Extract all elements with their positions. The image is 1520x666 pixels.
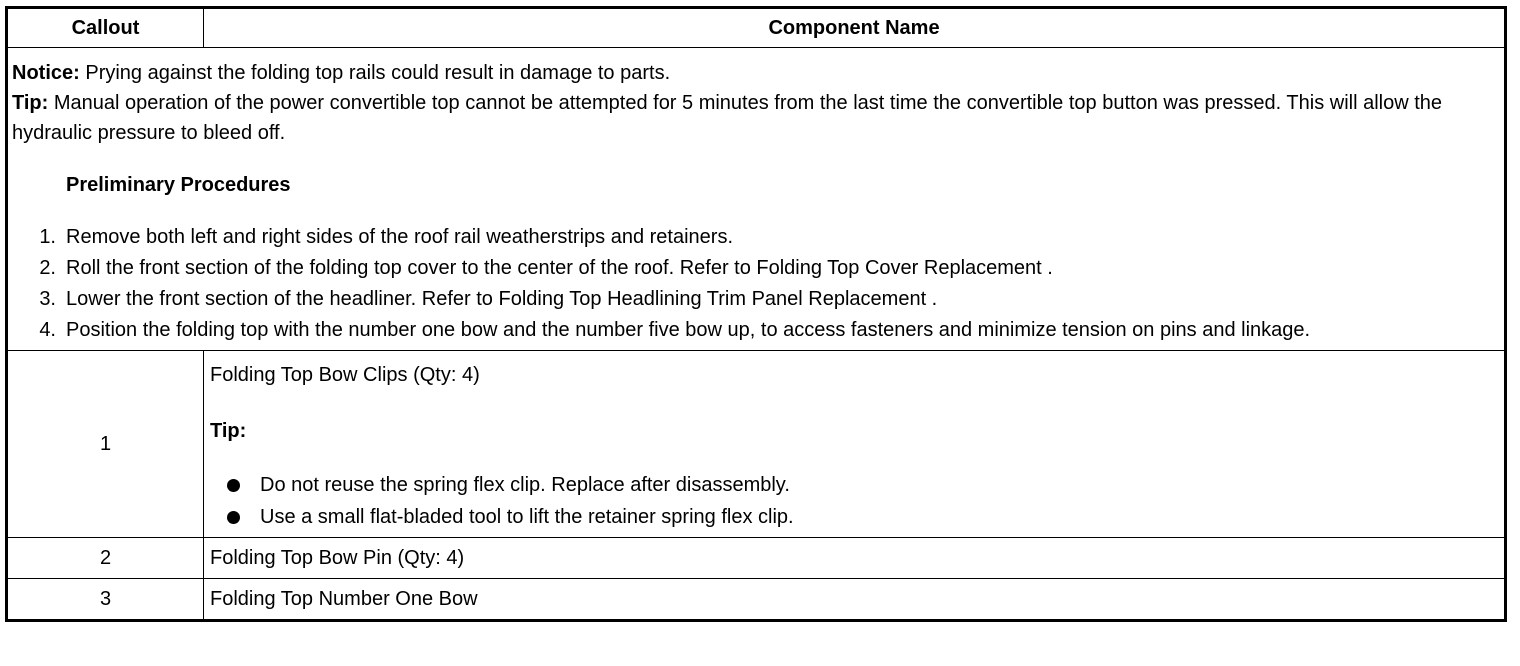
callout-cell: 3 (7, 579, 204, 621)
tip-label: Tip: (12, 92, 49, 114)
step-number: 1. (39, 226, 56, 248)
step-number: 4. (39, 319, 56, 341)
notice-paragraph (12, 58, 1500, 88)
callout-header: Callout (7, 8, 204, 48)
bullet-icon (227, 511, 240, 524)
step-text: Remove both left and right sides of the roof rail weatherstrips and retainers. (66, 226, 734, 248)
procedure-step (12, 253, 1500, 284)
callout-cell: 1 (7, 351, 204, 538)
tip-label: Tip: (210, 420, 247, 442)
procedure-step (12, 284, 1500, 315)
component-table (5, 6, 1507, 622)
table-row (7, 351, 1506, 538)
step-number: 3. (39, 288, 56, 310)
step-text: Roll the front section of the folding top cover to the center of the roof. Refer to Folding Top Cover Replacement . (66, 257, 1053, 279)
step-text: Position the folding top with the number one bow and the number five bow up, to access fasteners and minimize tension on pins and linkage. (66, 319, 1311, 341)
component-name-cell: Folding Top Bow Pin (Qty: 4) (204, 538, 1506, 579)
component-name-header: Component Name (204, 8, 1506, 48)
preliminary-procedures-heading: Preliminary Procedures (66, 174, 291, 196)
notice-cell (7, 48, 1506, 351)
bullet-text: Use a small flat-bladed tool to lift the retainer spring flex clip. (260, 506, 794, 528)
procedure-step (12, 222, 1500, 253)
tip-paragraph (12, 88, 1500, 148)
component-name: Folding Top Bow Clips (Qty: 4) (210, 364, 480, 386)
bullet-text: Do not reuse the spring flex clip. Replace after disassembly. (260, 474, 790, 496)
notice-text: Prying against the folding top rails could result in damage to parts. (79, 62, 671, 84)
step-text: Lower the front section of the headliner. Refer to Folding Top Headlining Trim Panel Replacement . (66, 288, 938, 310)
notice-row (7, 48, 1506, 351)
step-number: 2. (39, 257, 56, 279)
component-name-cell (204, 351, 1506, 538)
tip-text: Manual operation of the power convertible top cannot be attempted for 5 minutes from the last time the convertible top button was pressed. This will allow the hydraulic pressure to bleed off. (12, 92, 1443, 144)
table-row (7, 579, 1506, 621)
bullet-item (210, 469, 1498, 501)
bullet-icon (227, 479, 240, 492)
table-row (7, 538, 1506, 579)
procedure-steps (12, 222, 1500, 346)
notice-label: Notice: (12, 62, 80, 84)
tip-bullets (210, 469, 1498, 533)
header-row (7, 8, 1506, 48)
callout-cell: 2 (7, 538, 204, 579)
bullet-item (210, 501, 1498, 533)
component-name-cell: Folding Top Number One Bow (204, 579, 1506, 621)
procedure-step (12, 315, 1500, 346)
